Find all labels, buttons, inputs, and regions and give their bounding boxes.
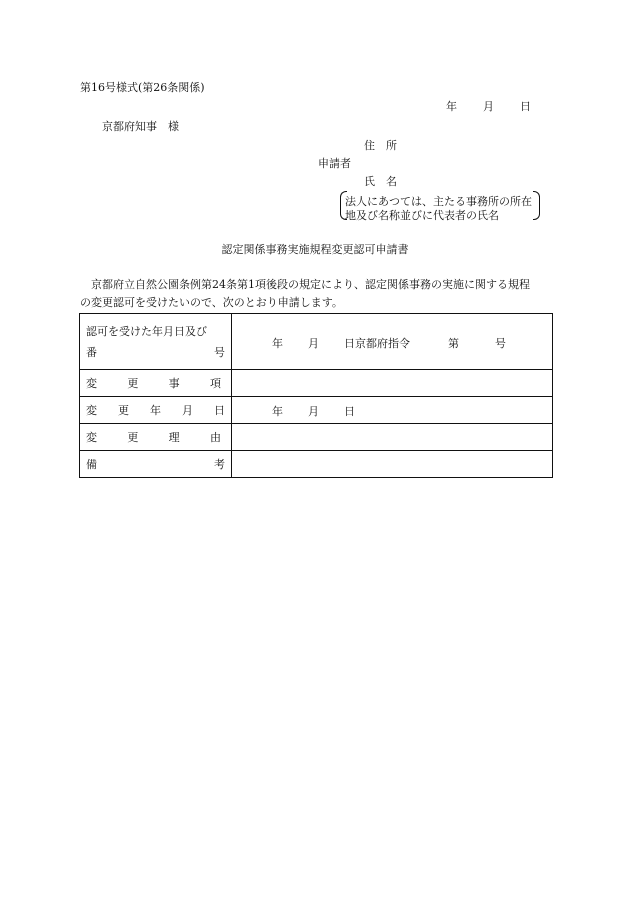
right-bracket [533,191,540,220]
date-line [446,101,556,113]
name-label: 氏 名 [364,175,397,188]
change-year: 年 [272,405,283,418]
label-char: 更 [127,377,139,390]
table-row-remarks [80,451,553,478]
date-year: 年 [446,100,457,113]
address-label: 住 所 [364,139,397,152]
change-date-label [80,397,232,424]
label-char: 考 [214,458,225,471]
corporate-note [340,191,540,220]
label-char: 理 [168,431,180,444]
approval-year: 年 [272,336,283,350]
change-month: 月 [308,405,319,418]
approval-label-cell [80,314,232,370]
addressee: 京都府知事 様 [102,120,179,133]
date-month: 月 [483,100,494,113]
remarks-value[interactable] [232,451,553,478]
label-char: 項 [209,377,221,390]
body-text-line-1: 京都府立自然公園条例第24条第1項後段の規定により、認定関係事務の実施に関する規程 [91,278,530,291]
date-day: 日 [520,100,531,113]
approval-day-directive: 日京都府指令 [344,336,410,350]
table-row-approval [80,314,553,370]
label-char: 月 [182,404,193,417]
label-char: 年 [150,404,161,417]
change-matter-value[interactable] [232,370,553,397]
change-date-value[interactable] [232,397,553,424]
label-char: 変 [86,404,97,417]
table-row-change-reason [80,424,553,451]
change-reason-value[interactable] [232,424,553,451]
label-char: 日 [214,404,225,417]
label-char: 更 [127,431,139,444]
corporate-note-line-2: 地及び名称並びに代表者の氏名 [345,209,499,222]
label-char: 由 [209,431,221,444]
corporate-note-line-1: 法人にあつては、主たる事務所の所在 [345,195,532,208]
label-char: 事 [168,377,180,390]
application-table [79,313,553,478]
body-text-line-2: の変更認可を受けたいので、次のとおり申請します。 [80,296,343,309]
table-row-change-matter [80,370,553,397]
approval-month: 月 [308,336,319,350]
approval-value-cell[interactable] [232,314,553,370]
remarks-label [80,451,232,478]
table-row-change-date [80,397,553,424]
approval-label-go: 号 [214,345,225,359]
change-matter-label [80,370,232,397]
approval-label-line-1: 認可を受けた年月日及び [86,324,207,338]
label-char: 更 [118,404,129,417]
label-char: 変 [86,431,97,444]
form-number: 第16号様式(第26条関係) [80,81,205,94]
document-title: 認定関係事務実施規程変更認可申請書 [221,243,409,256]
approval-label-ban: 番 [86,345,97,359]
change-day: 日 [344,405,355,418]
label-char: 変 [86,377,97,390]
change-reason-label [80,424,232,451]
approval-dai: 第 [448,336,459,350]
approval-go: 号 [495,336,506,350]
applicant-label: 申請者 [318,157,351,170]
label-char: 備 [86,458,97,471]
